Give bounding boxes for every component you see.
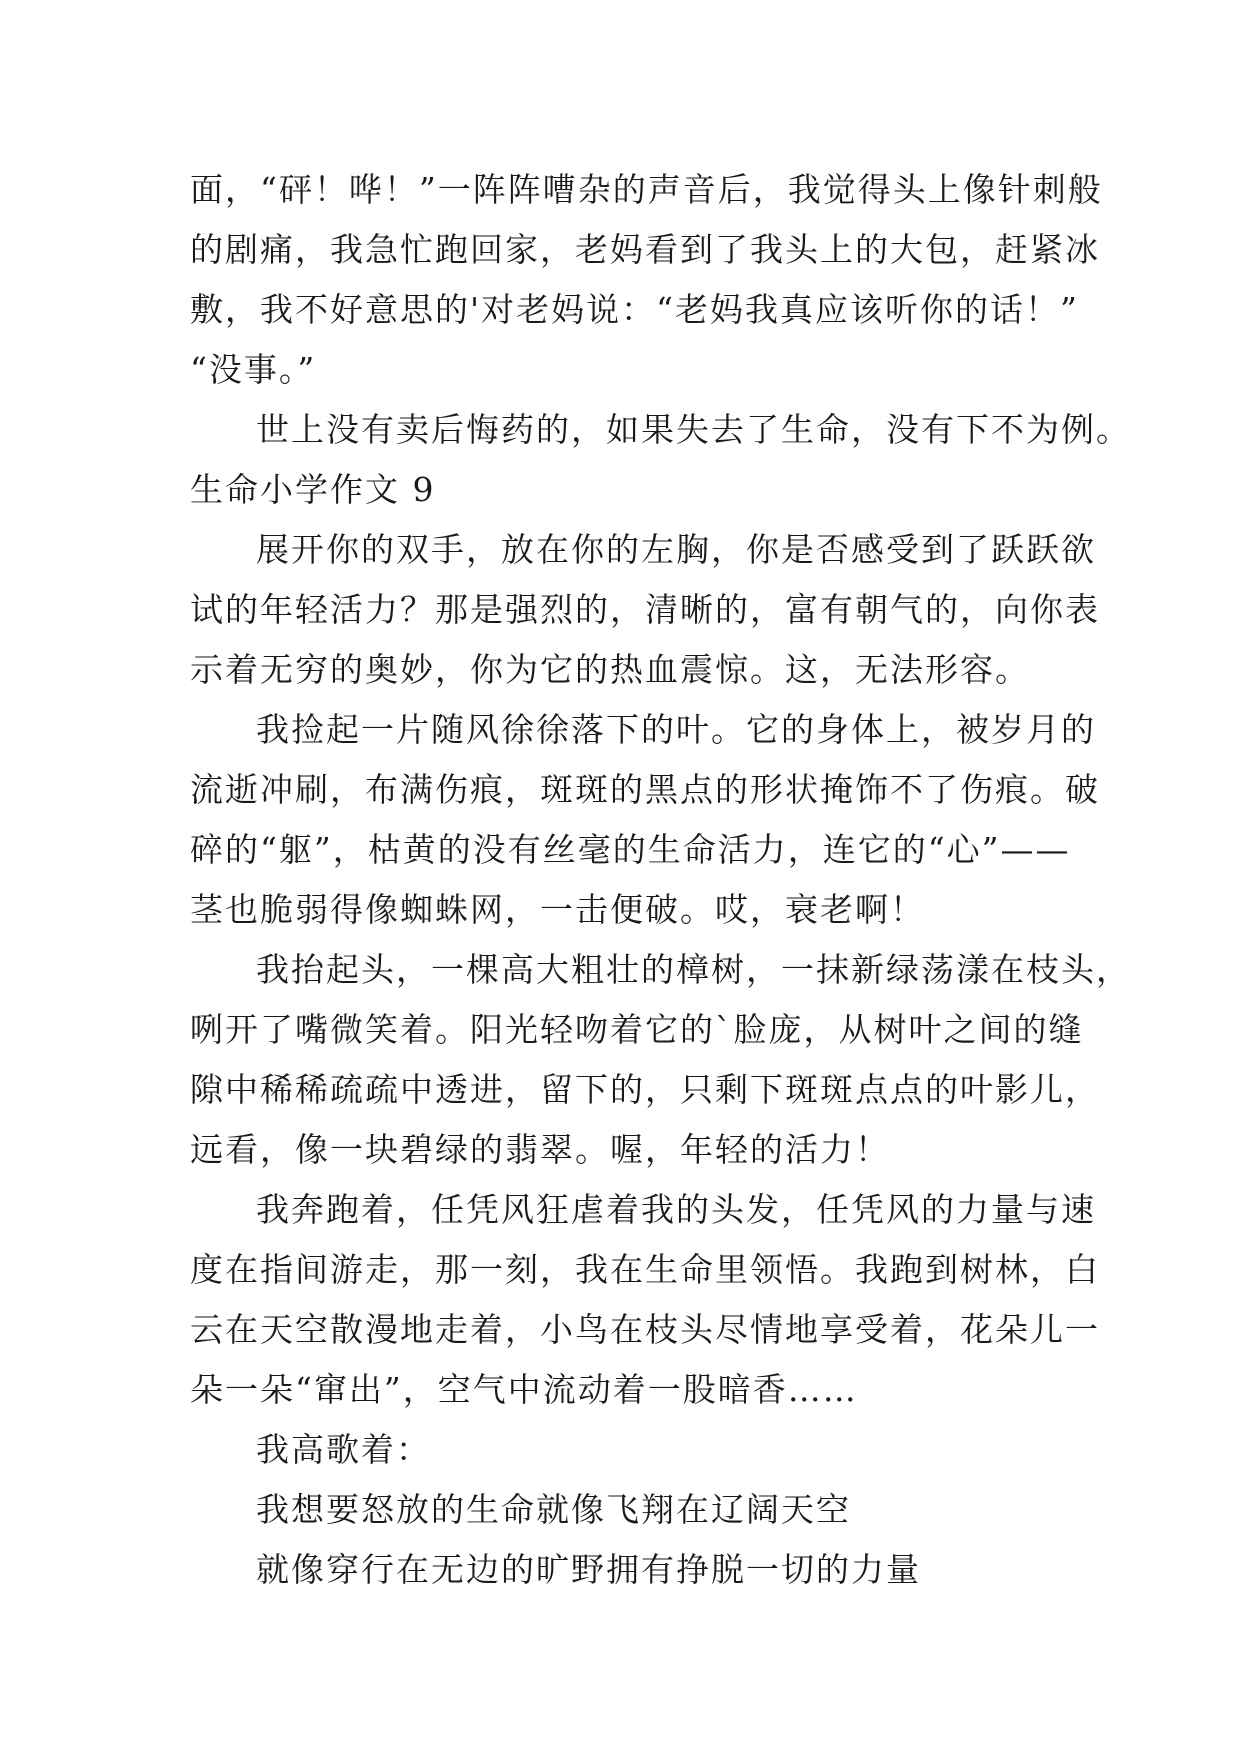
text-line: 我想要怒放的生命就像飞翔在辽阔天空 xyxy=(256,1490,851,1529)
text-line: 咧开了嘴微笑着。阳光轻吻着它的`脸庞，从树叶之间的缝 xyxy=(190,1010,1084,1049)
text-line: 隙中稀稀疏疏中透进，留下的，只剩下斑斑点点的叶影儿， xyxy=(190,1070,1100,1109)
text-line: 就像穿行在无边的旷野拥有挣脱一切的力量 xyxy=(256,1550,921,1589)
text-line: 世上没有卖后悔药的，如果失去了生命，没有下不为例。 xyxy=(256,410,1131,449)
text-line: 我奔跑着，任凭风狂虐着我的头发，任凭风的力量与速 xyxy=(256,1190,1096,1229)
text-line: 我高歌着： xyxy=(256,1430,431,1469)
text-line: 度在指间游走，那一刻，我在生命里领悟。我跑到树林，白 xyxy=(190,1250,1100,1289)
text-line: 的剧痛，我急忙跑回家，老妈看到了我头上的大包，赶紧冰 xyxy=(190,230,1100,269)
text-line: 展开你的双手，放在你的左胸，你是否感受到了跃跃欲 xyxy=(256,530,1096,569)
text-line: 敷，我不好意思的'对老妈说：“老妈我真应该听你的话！” xyxy=(190,290,1079,329)
text-line: 朵一朵“窜出”，空气中流动着一股暗香…… xyxy=(190,1370,858,1409)
text-line: 流逝冲刷，布满伤痕，斑斑的黑点的形状掩饰不了伤痕。破 xyxy=(190,770,1100,809)
text-line: 我抬起头，一棵高大粗壮的樟树，一抹新绿荡漾在枝头， xyxy=(256,950,1131,989)
text-line: 茎也脆弱得像蜘蛛网，一击便破。哎，衰老啊！ xyxy=(190,890,925,929)
text-line: 碎的“躯”，枯黄的没有丝毫的生命活力，连它的“心”—— xyxy=(190,830,1071,869)
section-heading: 生命小学作文 9 xyxy=(190,470,436,509)
text-line: 远看，像一块碧绿的翡翠。喔，年轻的活力！ xyxy=(190,1130,890,1169)
text-line: 面，“砰！哗！”一阵阵嘈杂的声音后，我觉得头上像针刺般 xyxy=(190,170,1103,209)
text-line: 试的年轻活力？那是强烈的，清晰的，富有朝气的，向你表 xyxy=(190,590,1100,629)
text-line: “没事。” xyxy=(190,350,317,389)
text-line: 我捡起一片随风徐徐落下的叶。它的身体上，被岁月的 xyxy=(256,710,1096,749)
text-line: 示着无穷的奥妙，你为它的热血震惊。这，无法形容。 xyxy=(190,650,1030,689)
essay-body xyxy=(190,160,1131,1600)
text-line: 云在天空散漫地走着，小鸟在枝头尽情地享受着，花朵儿一 xyxy=(190,1310,1100,1349)
